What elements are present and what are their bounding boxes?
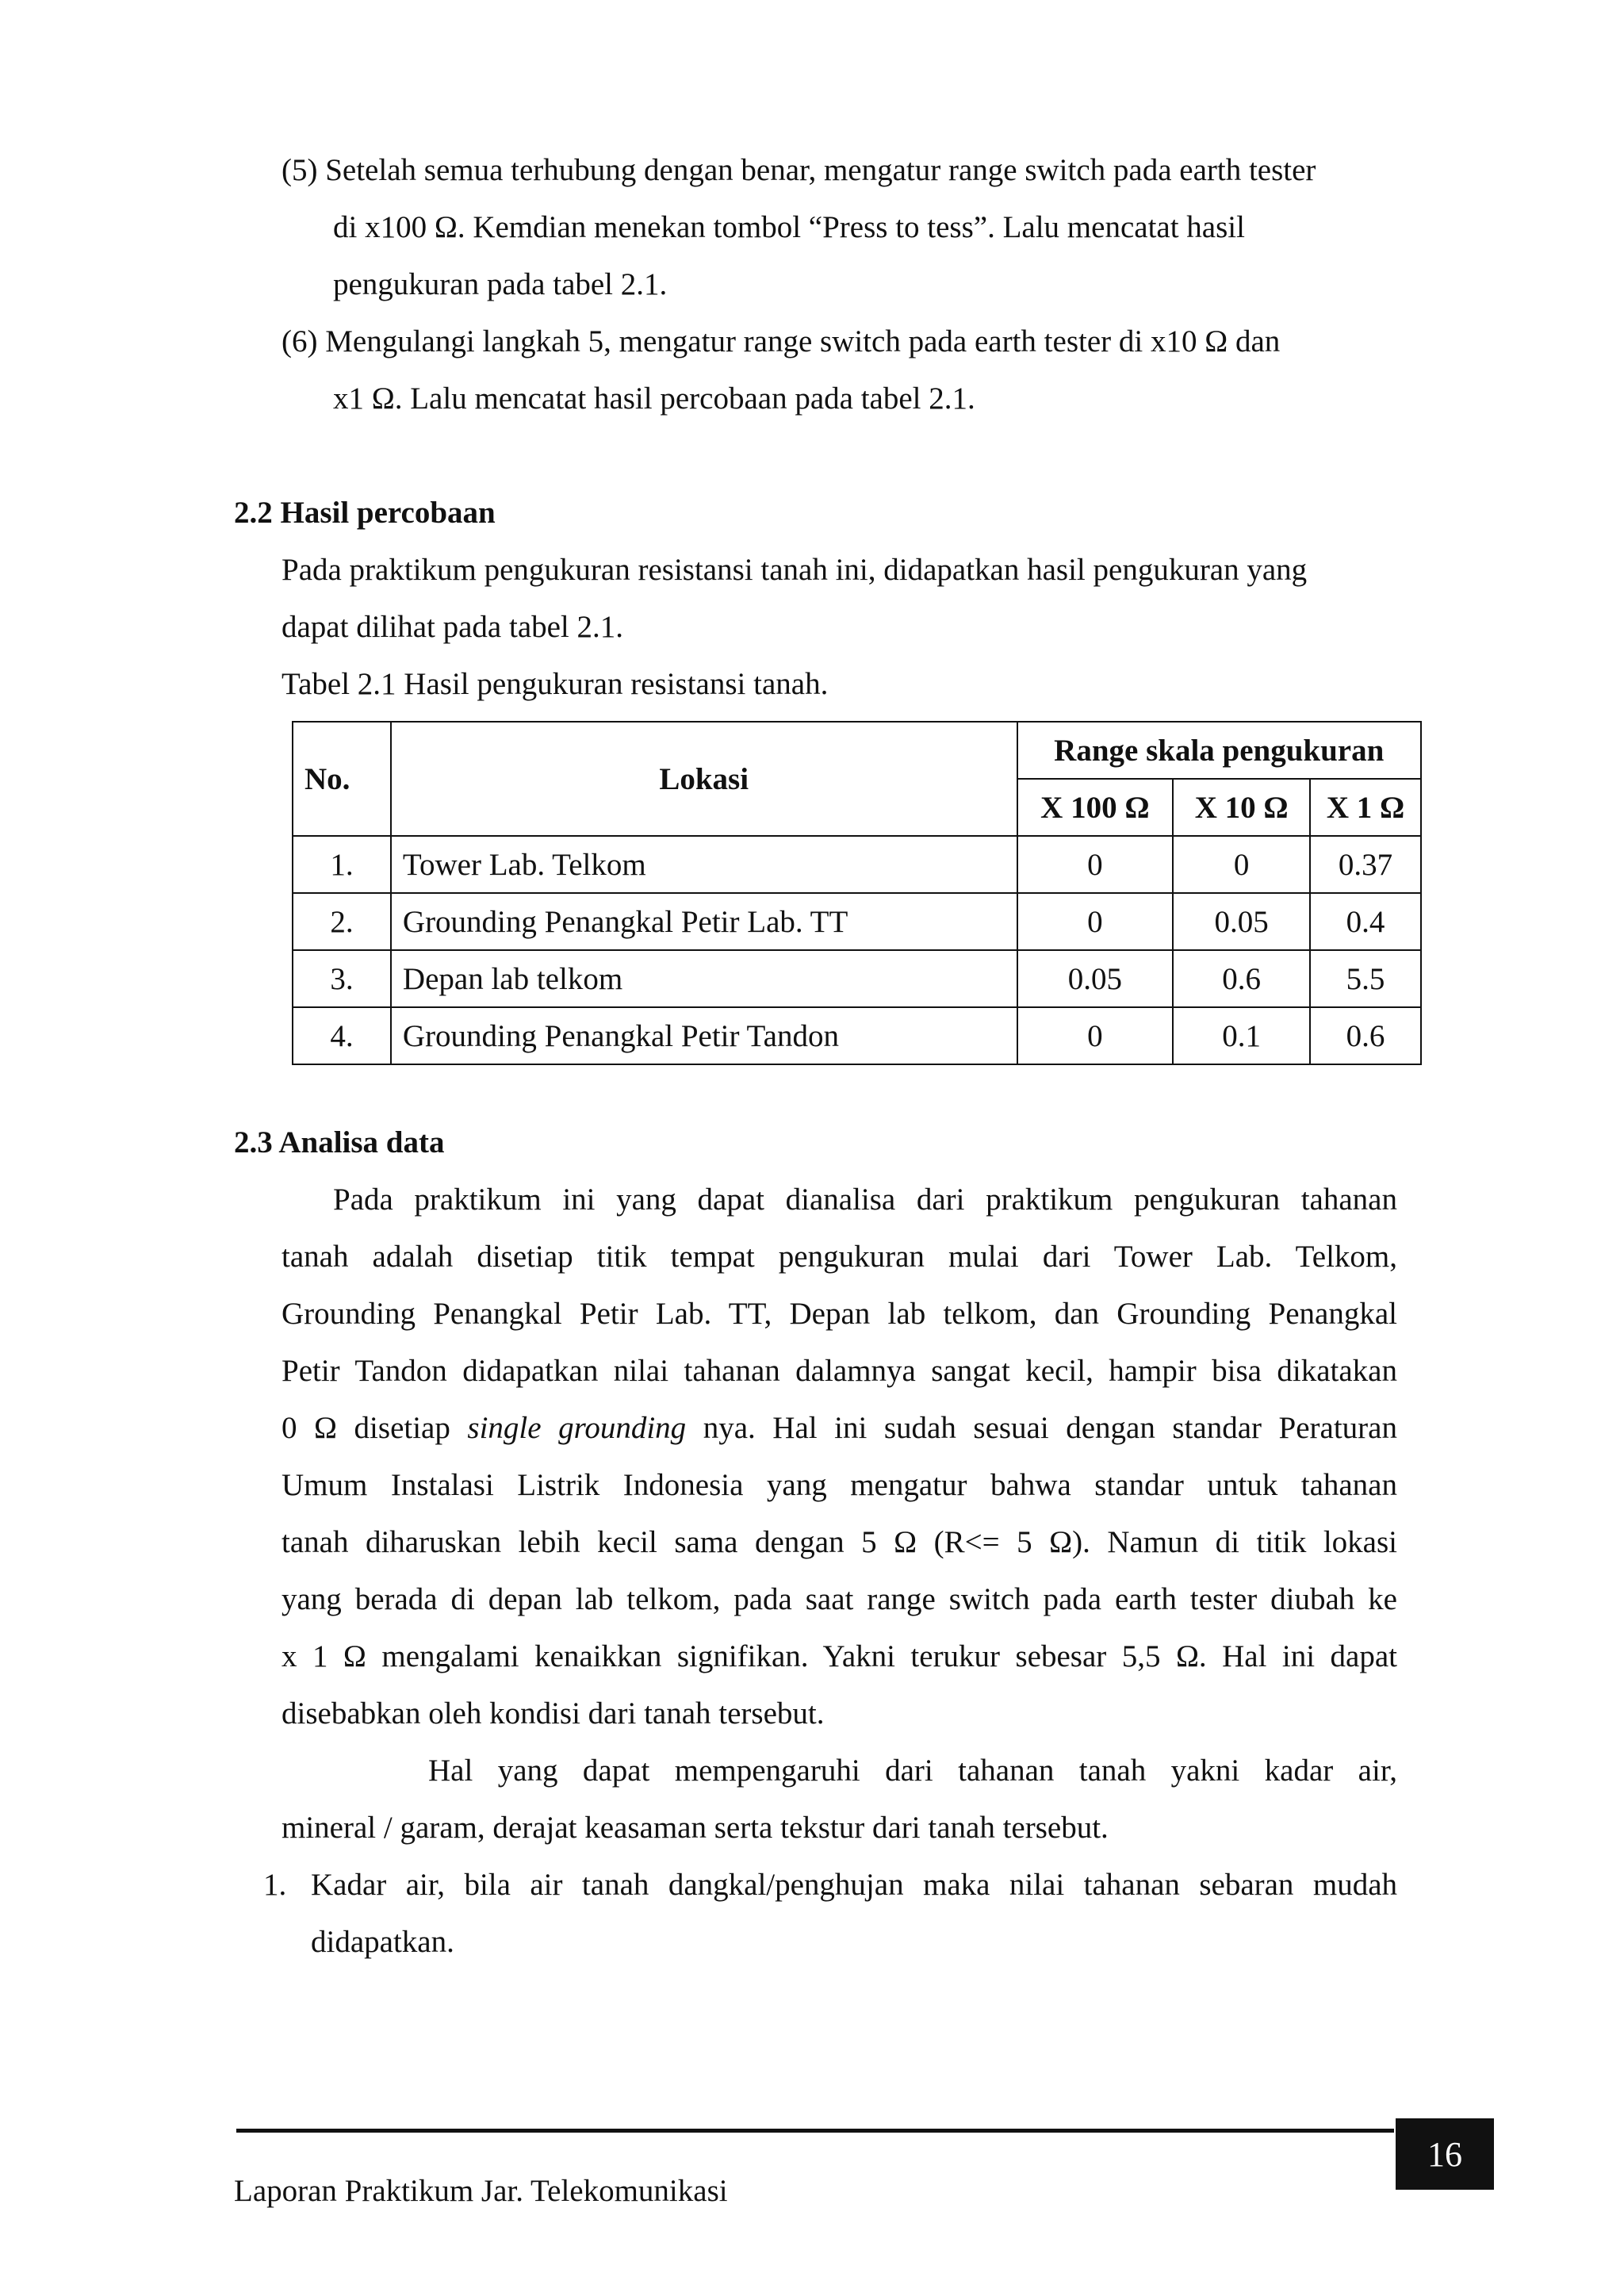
header-range: Range skala pengukuran — [1017, 722, 1422, 779]
cell-lokasi: Depan lab telkom — [391, 950, 1017, 1007]
table-header-row — [293, 722, 1421, 779]
cell-x10: 0 — [1173, 836, 1310, 893]
analysis-line-5-end: nya. Hal ini sudah sesuai dengan standar Peraturan — [686, 1411, 1397, 1445]
analysis-italic-term: single grounding — [467, 1411, 687, 1445]
cell-lokasi: Grounding Penangkal Petir Lab. TT — [391, 893, 1017, 950]
cell-lokasi: Tower Lab. Telkom — [391, 836, 1017, 893]
section-2-2-text-line-1: Pada praktikum pengukuran resistansi tanah ini, didapatkan hasil pengukuran yang — [282, 553, 1308, 587]
step-6-line-2: x1 Ω. Lalu mencatat hasil percobaan pada tabel 2.1. — [333, 381, 975, 416]
step-5-line-1: (5) Setelah semua terhubung dengan benar, mengatur range switch pada earth tester — [282, 153, 1316, 187]
footer-text: Laporan Praktikum Jar. Telekomunikasi — [234, 2174, 728, 2208]
list-item-line-1: Kadar air, bila air tanah dangkal/penghujan maka nilai tahanan sebaran mudah — [311, 1868, 1397, 1902]
cell-x10: 0.1 — [1173, 1007, 1310, 1064]
analysis-line-8: yang berada di depan lab telkom, pada saat range switch pada earth tester diubah ke — [282, 1582, 1397, 1616]
table-row — [293, 1007, 1421, 1064]
cell-x1: 0.4 — [1310, 893, 1421, 950]
analysis-line-5-start: 0 Ω disetiap — [282, 1411, 468, 1445]
section-2-3-heading: 2.3 Analisa data — [234, 1125, 445, 1159]
analysis-line-1: Pada praktikum ini yang dapat dianalisa dari praktikum pengukuran tahanan — [333, 1182, 1397, 1217]
cell-x1: 0.6 — [1310, 1007, 1421, 1064]
table-row — [293, 836, 1421, 893]
analysis-p2-line-2: mineral / garam, derajat keasaman serta tekstur dari tanah tersebut. — [282, 1811, 1109, 1845]
analysis-line-2: tanah adalah disetiap titik tempat pengukuran mulai dari Tower Lab. Telkom, — [282, 1240, 1397, 1274]
cell-lokasi: Grounding Penangkal Petir Tandon — [391, 1007, 1017, 1064]
cell-x1: 0.37 — [1310, 836, 1421, 893]
header-x10: X 10 Ω — [1173, 779, 1310, 836]
analysis-line-3: Grounding Penangkal Petir Lab. TT, Depan lab telkom, dan Grounding Penangkal — [282, 1297, 1397, 1331]
section-2-2-heading: 2.2 Hasil percobaan — [234, 496, 496, 530]
cell-x10: 0.6 — [1173, 950, 1310, 1007]
page-number: 16 — [1396, 2118, 1494, 2190]
results-table — [292, 721, 1422, 1065]
analysis-p2-line-1: Hal yang dapat mempengaruhi dari tahanan tanah yakni kadar air, — [428, 1754, 1397, 1788]
step-6-line-1: (6) Mengulangi langkah 5, mengatur range switch pada earth tester di x10 Ω dan — [282, 324, 1281, 358]
analysis-line-6: Umum Instalasi Listrik Indonesia yang mengatur bahwa standar untuk tahanan — [282, 1468, 1397, 1502]
cell-x100: 0 — [1017, 836, 1174, 893]
header-no: No. — [293, 722, 391, 836]
cell-no: 1. — [293, 836, 391, 893]
cell-x100: 0.05 — [1017, 950, 1174, 1007]
analysis-line-4: Petir Tandon didapatkan nilai tahanan dalamnya sangat kecil, hampir bisa dikatakan — [282, 1354, 1397, 1388]
cell-no: 3. — [293, 950, 391, 1007]
analysis-line-5 — [282, 1409, 1397, 1448]
table-caption: Tabel 2.1 Hasil pengukuran resistansi tanah. — [282, 667, 829, 701]
cell-no: 2. — [293, 893, 391, 950]
cell-x100: 0 — [1017, 1007, 1174, 1064]
list-item-number: 1. — [263, 1868, 287, 1902]
step-5-line-2: di x100 Ω. Kemdian menekan tombol “Press to tess”. Lalu mencatat hasil — [333, 210, 1245, 244]
header-lokasi: Lokasi — [391, 722, 1017, 836]
analysis-line-7: tanah diharuskan lebih kecil sama dengan 5 Ω (R<= 5 Ω). Namun di titik lokasi — [282, 1525, 1397, 1559]
header-x100: X 100 Ω — [1017, 779, 1174, 836]
table-row — [293, 950, 1421, 1007]
section-2-2-text-line-2: dapat dilihat pada tabel 2.1. — [282, 610, 624, 644]
table-row — [293, 893, 1421, 950]
cell-x1: 5.5 — [1310, 950, 1421, 1007]
analysis-line-10: disebabkan oleh kondisi dari tanah tersebut. — [282, 1696, 825, 1731]
analysis-line-9: x 1 Ω mengalami kenaikkan signifikan. Yakni terukur sebesar 5,5 Ω. Hal ini dapat — [282, 1639, 1397, 1673]
step-5-line-3: pengukuran pada tabel 2.1. — [333, 267, 668, 301]
cell-no: 4. — [293, 1007, 391, 1064]
cell-x100: 0 — [1017, 893, 1174, 950]
footer-rule — [236, 2129, 1394, 2133]
cell-x10: 0.05 — [1173, 893, 1310, 950]
list-item-line-2: didapatkan. — [311, 1925, 454, 1959]
header-x1: X 1 Ω — [1310, 779, 1421, 836]
